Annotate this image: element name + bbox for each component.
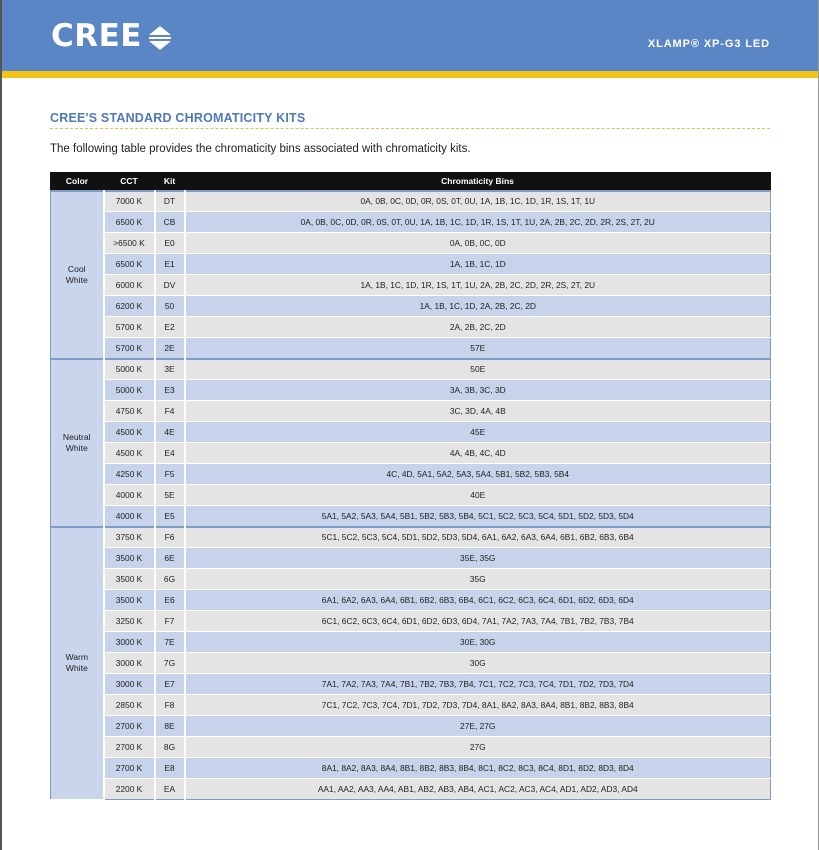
table-row xyxy=(51,758,771,779)
kit-cell: E3 xyxy=(155,380,185,401)
kit-cell: E1 xyxy=(155,254,185,275)
table-row xyxy=(51,632,771,653)
table-row xyxy=(51,275,771,296)
cct-cell: >6500 K xyxy=(104,233,155,254)
cct-cell: 3500 K xyxy=(104,548,155,569)
chromaticity-bins-cell: 4C, 4D, 5A1, 5A2, 5A3, 5A4, 5B1, 5B2, 5B3, 5B4 xyxy=(185,464,771,485)
cct-cell: 3000 K xyxy=(104,653,155,674)
cct-cell: 3500 K xyxy=(104,590,155,611)
title-divider xyxy=(50,128,770,129)
cct-cell: 2850 K xyxy=(104,695,155,716)
chromaticity-bins-cell: 35E, 35G xyxy=(185,548,771,569)
kit-cell: F4 xyxy=(155,401,185,422)
table-row xyxy=(51,338,771,359)
kit-cell: DT xyxy=(155,191,185,212)
table-row xyxy=(51,233,771,254)
kit-cell: F6 xyxy=(155,527,185,548)
cct-cell: 2700 K xyxy=(104,716,155,737)
table-row xyxy=(51,569,771,590)
cct-cell: 4250 K xyxy=(104,464,155,485)
table-row xyxy=(51,716,771,737)
kit-cell: F5 xyxy=(155,464,185,485)
kit-cell: 7G xyxy=(155,653,185,674)
chromaticity-bins-cell: 0A, 0B, 0C, 0D, 0R, 0S, 0T, 0U, 1A, 1B, 1C, 1D, 1R, 1S, 1T, 1U xyxy=(185,191,771,212)
kit-cell: 7E xyxy=(155,632,185,653)
cct-cell: 4750 K xyxy=(104,401,155,422)
cct-cell: 4000 K xyxy=(104,485,155,506)
cct-cell: 5000 K xyxy=(104,359,155,380)
cct-cell: 3500 K xyxy=(104,569,155,590)
cct-cell: 3000 K xyxy=(104,674,155,695)
kit-cell: E6 xyxy=(155,590,185,611)
kit-cell: F8 xyxy=(155,695,185,716)
table-row xyxy=(51,548,771,569)
table-row xyxy=(51,443,771,464)
chromaticity-bins-cell: AA1, AA2, AA3, AA4, AB1, AB2, AB3, AB4, AC1, AC2, AC3, AC4, AD1, AD2, AD3, AD4 xyxy=(185,779,771,800)
kit-cell: EA xyxy=(155,779,185,800)
header-accent-stripe xyxy=(2,71,818,78)
table-row xyxy=(51,464,771,485)
table-row xyxy=(51,296,771,317)
chromaticity-bins-cell: 35G xyxy=(185,569,771,590)
table-row xyxy=(51,674,771,695)
chromaticity-bins-cell: 6A1, 6A2, 6A3, 6A4, 6B1, 6B2, 6B3, 6B4, 6C1, 6C2, 6C3, 6C4, 6D1, 6D2, 6D3, 6D4 xyxy=(185,590,771,611)
cct-cell: 2700 K xyxy=(104,758,155,779)
kit-cell: 8E xyxy=(155,716,185,737)
table-row xyxy=(51,737,771,758)
chromaticity-bins-cell: 8A1, 8A2, 8A3, 8A4, 8B1, 8B2, 8B3, 8B4, 8C1, 8C2, 8C3, 8C4, 8D1, 8D2, 8D3, 8D4 xyxy=(185,758,771,779)
chromaticity-bins-cell: 7C1, 7C2, 7C3, 7C4, 7D1, 7D2, 7D3, 7D4, 8A1, 8A2, 8A3, 8A4, 8B1, 8B2, 8B3, 8B4 xyxy=(185,695,771,716)
kit-cell: E2 xyxy=(155,317,185,338)
chromaticity-bins-cell: 6C1, 6C2, 6C3, 6C4, 6D1, 6D2, 6D3, 6D4, 7A1, 7A2, 7A3, 7A4, 7B1, 7B2, 7B3, 7B4 xyxy=(185,611,771,632)
table-row xyxy=(51,254,771,275)
cct-cell: 4500 K xyxy=(104,443,155,464)
cct-cell: 4000 K xyxy=(104,506,155,527)
cct-cell: 3250 K xyxy=(104,611,155,632)
brand-name: CREE xyxy=(51,18,142,54)
table-row xyxy=(51,506,771,527)
brand-logo xyxy=(51,18,172,54)
chromaticity-bins-cell: 1A, 1B, 1C, 1D xyxy=(185,254,771,275)
kit-cell: 6E xyxy=(155,548,185,569)
table-row xyxy=(51,695,771,716)
column-header-chromaticity-bins: Chromaticity Bins xyxy=(185,173,771,191)
color-group-label: Neutral White xyxy=(51,359,104,527)
table-row xyxy=(51,653,771,674)
table-row xyxy=(51,611,771,632)
kit-cell: 2E xyxy=(155,338,185,359)
color-group-label: Cool White xyxy=(51,191,104,359)
column-header-kit: Kit xyxy=(155,173,185,191)
chromaticity-bins-cell: 1A, 1B, 1C, 1D, 1R, 1S, 1T, 1U, 2A, 2B, 2C, 2D, 2R, 2S, 2T, 2U xyxy=(185,275,771,296)
table-row xyxy=(51,422,771,443)
cct-cell: 6500 K xyxy=(104,212,155,233)
chromaticity-bins-cell: 2A, 2B, 2C, 2D xyxy=(185,317,771,338)
chromaticity-bins-cell: 57E xyxy=(185,338,771,359)
table-body xyxy=(51,191,771,800)
table-header-row xyxy=(51,173,771,191)
chromaticity-bins-cell: 7A1, 7A2, 7A3, 7A4, 7B1, 7B2, 7B3, 7B4, 7C1, 7C2, 7C3, 7C4, 7D1, 7D2, 7D3, 7D4 xyxy=(185,674,771,695)
chromaticity-kits-table xyxy=(50,172,771,800)
cct-cell: 2700 K xyxy=(104,737,155,758)
chromaticity-bins-cell: 3C, 3D, 4A, 4B xyxy=(185,401,771,422)
cct-cell: 6200 K xyxy=(104,296,155,317)
table-row xyxy=(51,191,771,212)
chromaticity-bins-cell: 5A1, 5A2, 5A3, 5A4, 5B1, 5B2, 5B3, 5B4, 5C1, 5C2, 5C3, 5C4, 5D1, 5D2, 5D3, 5D4 xyxy=(185,506,771,527)
chromaticity-bins-cell: 30E, 30G xyxy=(185,632,771,653)
kit-cell: 8G xyxy=(155,737,185,758)
chromaticity-bins-cell: 1A, 1B, 1C, 1D, 2A, 2B, 2C, 2D xyxy=(185,296,771,317)
chromaticity-bins-cell: 27G xyxy=(185,737,771,758)
cct-cell: 3000 K xyxy=(104,632,155,653)
kit-cell: CB xyxy=(155,212,185,233)
cct-cell: 5700 K xyxy=(104,317,155,338)
product-name: XLAMP® XP-G3 LED xyxy=(647,38,770,50)
chromaticity-bins-cell: 0A, 0B, 0C, 0D xyxy=(185,233,771,254)
table-row xyxy=(51,359,771,380)
chromaticity-bins-cell: 27E, 27G xyxy=(185,716,771,737)
table-row xyxy=(51,212,771,233)
table-row xyxy=(51,485,771,506)
cct-cell: 3750 K xyxy=(104,527,155,548)
kit-cell: DV xyxy=(155,275,185,296)
table-row xyxy=(51,527,771,548)
chromaticity-bins-cell: 50E xyxy=(185,359,771,380)
section-title: CREE'S STANDARD CHROMATICITY KITS xyxy=(50,111,306,125)
cct-cell: 5000 K xyxy=(104,380,155,401)
cct-cell: 2200 K xyxy=(104,779,155,800)
cct-cell: 7000 K xyxy=(104,191,155,212)
kit-cell: E8 xyxy=(155,758,185,779)
chromaticity-bins-cell: 5C1, 5C2, 5C3, 5C4, 5D1, 5D2, 5D3, 5D4, 6A1, 6A2, 6A3, 6A4, 6B1, 6B2, 6B3, 6B4 xyxy=(185,527,771,548)
intro-text: The following table provides the chromaticity bins associated with chromaticity kits. xyxy=(50,143,471,155)
column-header-color: Color xyxy=(51,173,104,191)
table-row xyxy=(51,317,771,338)
chromaticity-bins-cell: 40E xyxy=(185,485,771,506)
table-row xyxy=(51,779,771,800)
column-header-cct: CCT xyxy=(104,173,155,191)
kit-cell: E4 xyxy=(155,443,185,464)
chromaticity-bins-cell: 30G xyxy=(185,653,771,674)
kit-cell: 5E xyxy=(155,485,185,506)
cct-cell: 6000 K xyxy=(104,275,155,296)
table-row xyxy=(51,590,771,611)
kit-cell: E7 xyxy=(155,674,185,695)
kit-cell: F7 xyxy=(155,611,185,632)
table-row xyxy=(51,401,771,422)
chromaticity-bins-cell: 3A, 3B, 3C, 3D xyxy=(185,380,771,401)
kit-cell: 50 xyxy=(155,296,185,317)
cct-cell: 4500 K xyxy=(104,422,155,443)
page-header xyxy=(2,0,818,71)
kit-cell: 6G xyxy=(155,569,185,590)
chromaticity-bins-cell: 45E xyxy=(185,422,771,443)
kit-cell: E0 xyxy=(155,233,185,254)
chromaticity-bins-cell: 4A, 4B, 4C, 4D xyxy=(185,443,771,464)
cct-cell: 5700 K xyxy=(104,338,155,359)
kit-cell: 4E xyxy=(155,422,185,443)
kit-cell: 3E xyxy=(155,359,185,380)
kit-cell: E5 xyxy=(155,506,185,527)
table-row xyxy=(51,380,771,401)
chromaticity-bins-cell: 0A, 0B, 0C, 0D, 0R, 0S, 0T, 0U, 1A, 1B, 1C, 1D, 1R, 1S, 1T, 1U, 2A, 2B, 2C, 2D, 2R, 2S, 2T, 2U xyxy=(185,212,771,233)
color-group-label: Warm White xyxy=(51,527,104,800)
cct-cell: 6500 K xyxy=(104,254,155,275)
cree-chevron-mark-icon xyxy=(148,20,172,52)
